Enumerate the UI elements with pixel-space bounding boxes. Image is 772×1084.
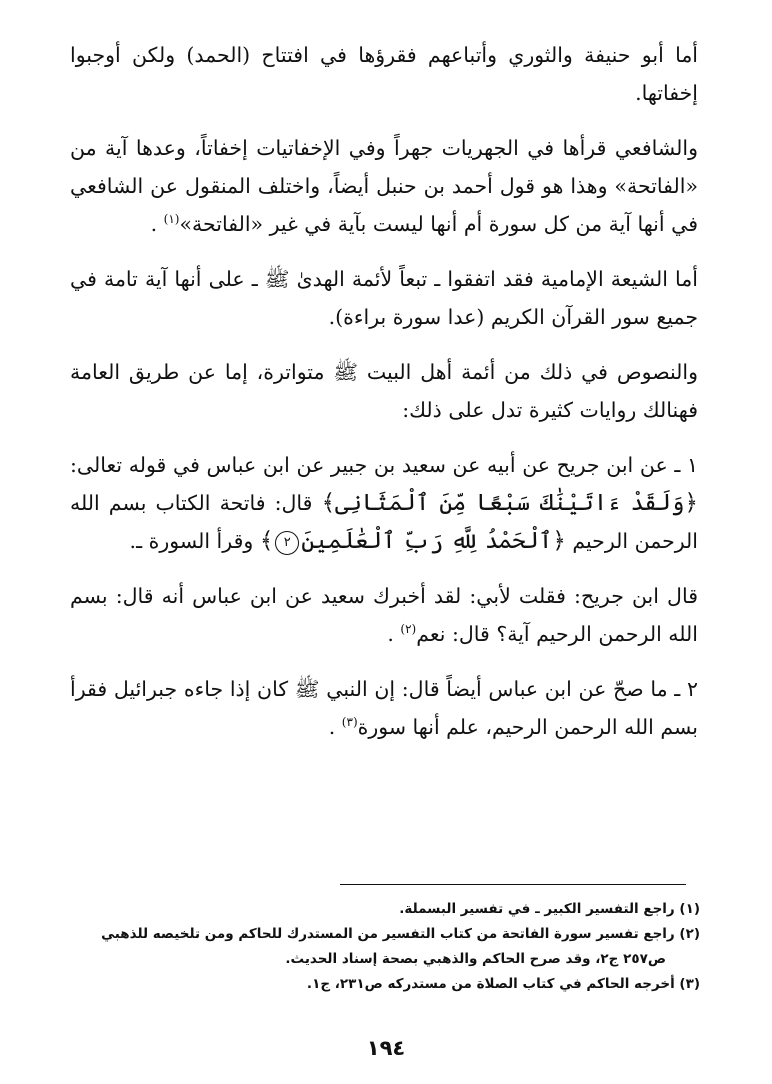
paragraph-imamiyya	[70, 260, 698, 336]
footnote-ref-3[interactable]: (٣)	[341, 715, 358, 730]
footnote-2-continued: ص٢٥٧ ج٢، وقد صرح الحاكم والذهبي بصحة إسناد الحديث.	[285, 951, 666, 967]
paragraph-text: وقرأ السورة ـ.	[129, 529, 254, 553]
quran-verse-hamd: ﴿ٱلْحَمْدُ لِلَّهِ رَبِّ ٱلْعَٰلَمِينَ	[301, 528, 566, 554]
footnote-divider	[340, 884, 686, 885]
paragraph-ahl-al-bayt	[70, 353, 698, 429]
footnote-ref-1[interactable]: (١)	[163, 212, 180, 227]
quran-verse-close: ﴾	[259, 528, 274, 554]
paragraph-abu-hanifa	[70, 36, 698, 112]
paragraph-shafii	[70, 129, 698, 243]
paragraph-text: والنصوص في ذلك من أئمة أهل البيت ﷺ متواترة، إما عن طريق العامة فهنالك روايات كثيرة تدل على ذلك:	[70, 360, 698, 422]
paragraph-text: ٢ ـ ما صحّ عن ابن عباس أيضاً قال: إن النبي ﷺ كان إذا جاءه جبرائيل فقرأ بسم الله الرحمن الرحيم، علم أنها سورة	[70, 677, 698, 739]
footnote-1: (١) راجع التفسير الكبير ـ في تفسير البسملة.	[399, 901, 700, 917]
footnotes	[64, 897, 700, 997]
page-number: ١٩٤	[366, 1036, 406, 1060]
paragraph-text: والشافعي قرأها في الجهريات جهراً وفي الإخفاتيات إخفاتاً، وعدها آية من «الفاتحة» وهذا هو قول أحمد بن حنبل أيضاً، واختلف المنقول عن الشافعي في أنها آية من كل سورة أم أنها ليست بآية في غير «الفاتحة»	[70, 136, 698, 236]
footnote-3: (٣) أخرجه الحاكم في كتاب الصلاة من مستدركه ص٢٣١، ج١.	[306, 976, 700, 992]
paragraph-ibn-jurayh	[70, 577, 698, 653]
paragraph-narration-1	[70, 446, 698, 560]
paragraph-text: ١ ـ عن ابن جريح عن أبيه عن سعيد بن جبير عن ابن عباس في قوله تعالى:	[70, 453, 698, 477]
paragraph-end: .	[150, 212, 158, 236]
paragraph-narration-2	[70, 670, 698, 746]
paragraph-text: أما أبو حنيفة والثوري وأتباعهم فقرؤها في افتتاح (الحمد) ولكن أوجبوا إخفاتها.	[70, 43, 698, 105]
paragraph-text: قال: فاتحة الكتاب بسم الله الرحمن الرحيم	[70, 491, 698, 553]
footnote-ref-2[interactable]: (٢)	[400, 622, 417, 637]
quran-verse-mathani: ﴿وَلَقَدْ ءَاتَيْنَٰكَ سَبْعًا مِّنَ ٱلْمَثَانِى﴾	[321, 490, 698, 516]
paragraph-text: قال ابن جريح: فقلت لأبي: لقد أخبرك سعيد عن ابن عباس أنه قال: بسم الله الرحمن الرحيم آية؟ قال: نعم	[70, 584, 698, 646]
footnote-2: (٢) راجع تفسير سورة الفاتحة من كتاب التفسير من المستدرك للحاكم ومن تلخيصه للذهبي	[101, 926, 700, 942]
paragraph-text: أما الشيعة الإمامية فقد اتفقوا ـ تبعاً لأئمة الهدىٰ ﷺ ـ على أنها آية تامة في جميع سور القرآن الكريم (عدا سورة براءة).	[70, 267, 698, 329]
paragraph-end: .	[328, 715, 336, 739]
paragraph-end: .	[387, 622, 394, 646]
verse-number-badge: ٢	[275, 531, 299, 555]
